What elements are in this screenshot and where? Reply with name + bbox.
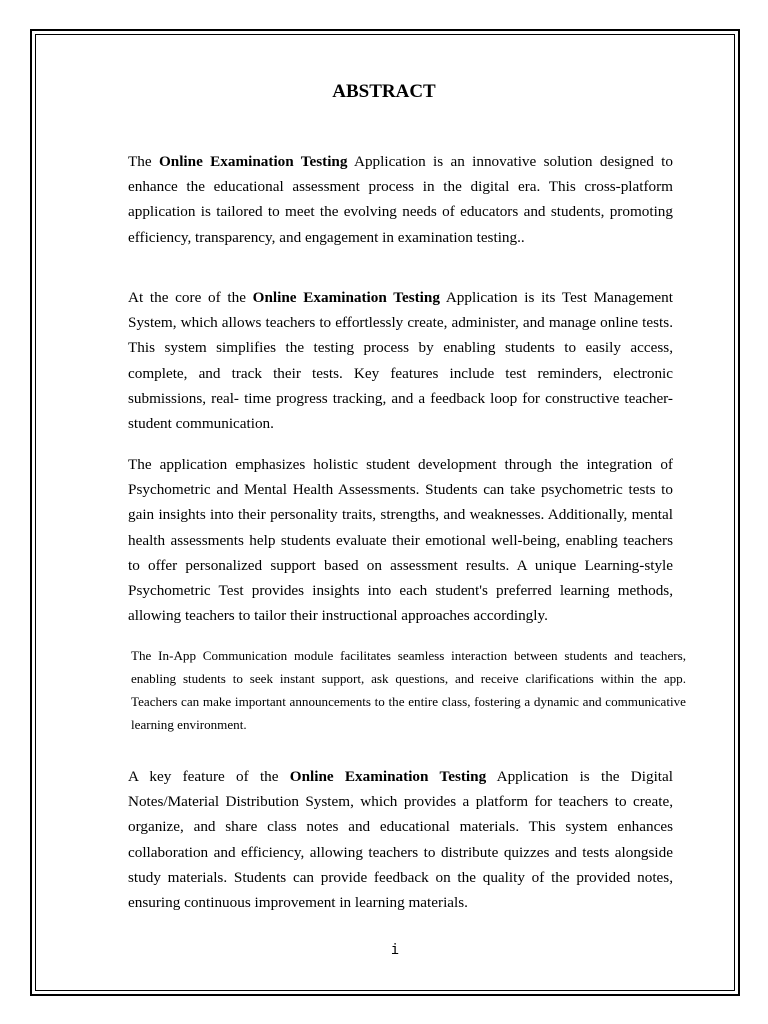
paragraph-notes-pre: A key feature of the (128, 768, 290, 785)
paragraph-intro (128, 149, 673, 250)
paragraph-notes-bold: Online Examination Testing (289, 768, 487, 785)
paragraph-notes-post: Application is the Digital Notes/Material Distribution System, which provides a platform for teachers to create, organize, and share class notes and educational materials. This system enhances collaboration and efficiency, allowing teachers to distribute quizzes and tests alongside study materials. Students can provide feedback on the quality of the provided notes, ensuring continuous improvement in learning materials. (128, 768, 673, 912)
abstract-title: ABSTRACT (332, 81, 436, 102)
paragraph-assessments: The application emphasizes holistic student development through the integration of Psychometric and Mental Health Assessments. Students can take psychometric tests to gain insights into their personality traits, strengths, and weaknesses. Additionally, mental health assessments help students evaluate their emotional well-being, enabling teachers to offer personalized support based on assessment results. A unique Learning-style Psychometric Test provides insights into each student's preferred learning methods, allowing teachers to tailor their instructional approaches accordingly. (128, 456, 673, 625)
paragraph-test-management-post: Application is its Test Management System, which allows teachers to effortlessly create, administer, and manage online tests. This system simplifies the testing process by enabling students to easily access, complete, and track their tests. Key features include test reminders, electronic submissions, real- time progress tracking, and a feedback loop for constructive teacher-student communication. (128, 289, 673, 433)
paragraph-intro-bold: Online Examination Testing (158, 153, 348, 170)
paragraph-notes (128, 764, 673, 915)
paragraph-test-management-pre: At the core of the (128, 289, 253, 306)
paragraph-communication: The In-App Communication module facilitates seamless interaction between students and teachers, enabling students to seek instant support, ask questions, and receive clarifications within the app. Teachers can make important announcements to the entire class, fostering a dynamic and communicative learning environment. (131, 648, 686, 732)
paragraph-test-management-bold: Online Examination Testing (252, 289, 440, 306)
paragraph-intro-pre: The (128, 153, 159, 170)
page-number: i (390, 942, 400, 958)
paragraph-intro-post: Application is an innovative solution designed to enhance the educational assessment process in the digital era. This cross-platform application is tailored to meet the evolving needs of educators and students, promoting efficiency, transparency, and engagement in examination testing.. (128, 153, 673, 246)
paragraph-test-management (128, 285, 673, 436)
